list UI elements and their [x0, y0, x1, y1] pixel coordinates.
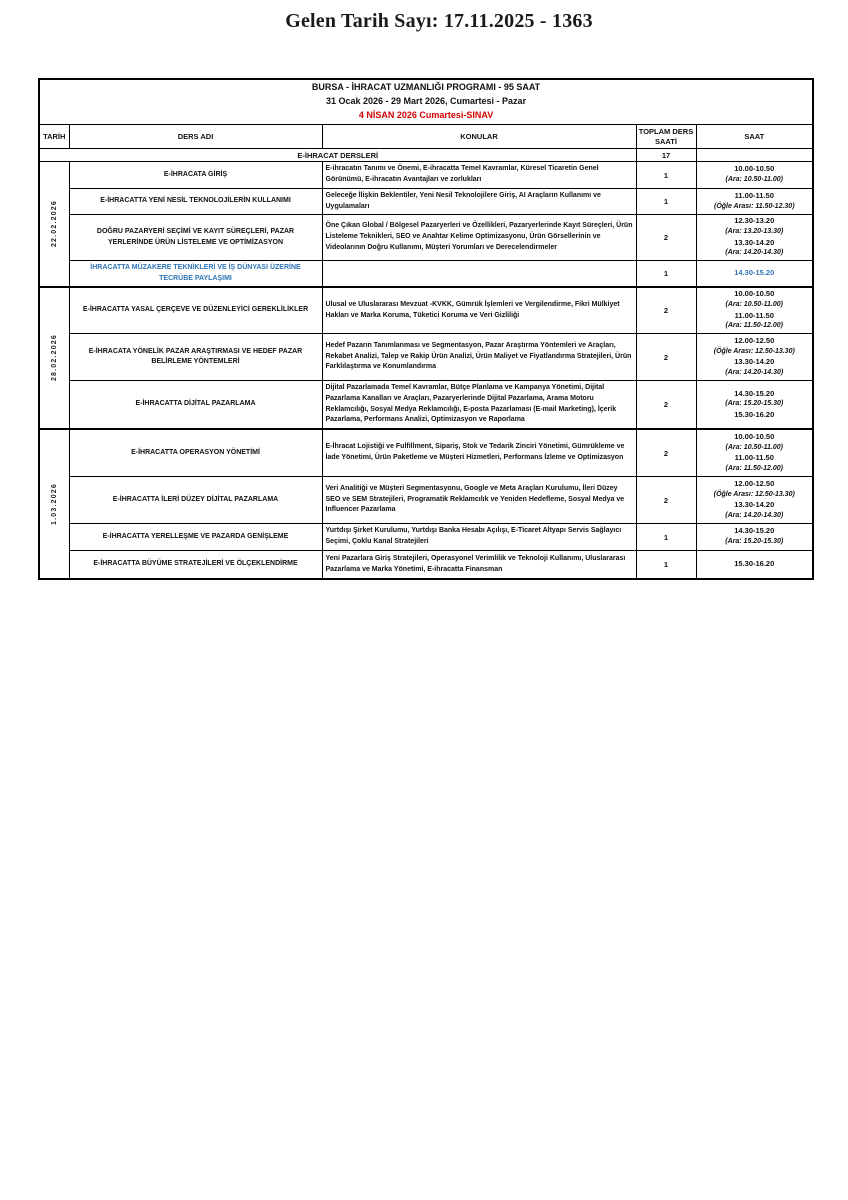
break-line: (Öğle Arası: 11.50-12.30) [713, 202, 795, 210]
course-name-cell: E-İHRACATTA YENİ NESİL TEKNOLOJİLERİN KULLANIMI [69, 189, 322, 215]
date-label: 1.03.2026 [50, 483, 58, 525]
program-dates: 31 Ocak 2026 - 29 Mart 2026, Cumartesi - Pazar [325, 96, 527, 107]
time-cell [696, 334, 813, 381]
topics-cell: Yeni Pazarlara Giriş Stratejileri, Operasyonel Verimlilik ve Teknoloji Kullanımı, Uluslararası Pazarlama ve Marka Yönetimi, E-ihracatta Finansman [322, 551, 636, 580]
hours-cell: 2 [636, 477, 696, 524]
hours-cell: 1 [636, 524, 696, 551]
break-line: (Öğle Arası: 12.50-13.30) [713, 490, 795, 498]
date-label: 28.02.2026 [50, 334, 58, 382]
topics-cell [322, 261, 636, 288]
time-line: 12.00-12.50 [734, 478, 775, 488]
course-row [39, 215, 813, 261]
time-line: 13.30-14.20 [734, 237, 775, 247]
time-cell [696, 381, 813, 430]
topics-cell: Yurtdışı Şirket Kurulumu, Yurtdışı Banka Hesabı Açılışı, E-Ticaret Altyapı Servis Sağlayıcı Seçimi, Çoklu Kanal Stratejileri [322, 524, 636, 551]
schedule-table [38, 78, 814, 580]
break-line: (Öğle Arası: 12.50-13.30) [713, 347, 795, 355]
hours-cell: 2 [636, 429, 696, 477]
topics-cell: Dijital Pazarlamada Temel Kavramlar, Bütçe Planlama ve Kampanya Yönetimi, Dijital Pazarlama Kanalları ve Araçları, Pazaryerlerinde Dijital Pazarlama, Arama Motoru Reklamcılığı, Sosyal Medya Reklamcılığı, E-posta Pazarlaması (E-mail Marketing), İçerik Pazarlama, Performans Analizi, Optimizasyon ve Raporlama [322, 381, 636, 430]
col-header-tarih: TARİH [39, 125, 69, 149]
break-line: (Ara: 11.50-12.00) [725, 464, 783, 472]
time-cell [696, 429, 813, 477]
course-name-cell: E-İHRACATTA DİJİTAL PAZARLAMA [69, 381, 322, 430]
course-row [39, 162, 813, 189]
time-cell [696, 189, 813, 215]
time-cell [696, 261, 813, 288]
table-header-row [39, 79, 813, 125]
time-line: 15.30-16.20 [734, 559, 775, 569]
topics-cell: Veri Analitiği ve Müşteri Segmentasyonu, Google ve Meta Araçları Kurulumu, İleri Düzey SEO ve SEM Stratejileri, Programatik Reklamcılık ve Yeniden Hedefleme, Sosyal Medya ve Influencer Pazarlama [322, 477, 636, 524]
course-name-cell: E-İHRACATTA İLERİ DÜZEY DİJİTAL PAZARLAMA [69, 477, 322, 524]
time-line: 15.30-16.20 [734, 409, 775, 419]
topics-cell: Ulusal ve Uluslararası Mevzuat -KVKK, Gümrük İşlemleri ve Vergilendirme, Fikri Mülkiyet Hakları ve Marka Koruma, Tüketici Koruma ve Veri Gizliliği [322, 287, 636, 334]
topics-cell: Geleceğe İlişkin Beklentiler, Yeni Nesil Teknolojilere Giriş, AI Araçların Kullanımı ve Uygulamaları [322, 189, 636, 215]
course-name-cell: İHRACATTA MÜZAKERE TEKNİKLERİ VE İŞ DÜNYASI ÜZERİNE TECRÜBE PAYLAŞIMI [69, 261, 322, 288]
course-name-cell: E-İHRACATTA OPERASYON YÖNETİMİ [69, 429, 322, 477]
time-line: 12.00-12.50 [734, 335, 775, 345]
course-name-cell: E-İHRACATTA YERELLEŞME VE PAZARDA GENİŞLEME [69, 524, 322, 551]
hours-cell: 2 [636, 215, 696, 261]
time-cell [696, 215, 813, 261]
column-header-row [39, 125, 813, 149]
time-line: 12.30-13.20 [734, 216, 775, 226]
topics-cell: E-İhracat Lojistiği ve Fulfillment, Sipariş, Stok ve Tedarik Zinciri Yönetimi, Gümrükleme ve İade Yönetimi, Ürün Paketleme ve Müşteri Hizmetleri, Performans İzleme ve Optimizasyon [322, 429, 636, 477]
date-cell [39, 429, 69, 579]
col-header-ders-adi: DERS ADI [69, 125, 322, 149]
time-line: 10.00-10.50 [734, 164, 775, 174]
break-line: (Ara: 14.20-14.30) [725, 249, 784, 257]
col-header-toplam-ders-saati: TOPLAM DERS SAATİ [636, 125, 696, 149]
exam-date-note: 4 NİSAN 2026 Cumartesi-SINAV [358, 109, 494, 120]
time-line: 13.30-14.20 [734, 357, 775, 366]
hours-cell: 1 [636, 162, 696, 189]
break-line: (Ara: 10.50-11.00) [725, 301, 783, 309]
course-name-cell: E-İHRACATA GİRİŞ [69, 162, 322, 189]
course-name-cell: E-İHRACATTA YASAL ÇERÇEVE VE DÜZENLEYİCİ GEREKLİLİKLER [69, 287, 322, 334]
section-title: E-İHRACAT DERSLERİ [39, 149, 636, 162]
course-name-cell: E-İHRACATTA BÜYÜME STRATEJİLERİ VE ÖLÇEKLENDİRME [69, 551, 322, 580]
hours-cell: 1 [636, 189, 696, 215]
col-header-konular: KONULAR [322, 125, 636, 149]
time-line: 13.30-14.20 [734, 500, 775, 509]
time-line: 10.00-10.50 [734, 289, 775, 299]
break-line: (Ara: 10.50-11.00) [725, 176, 783, 184]
course-name-cell: DOĞRU PAZARYERİ SEÇİMİ VE KAYIT SÜREÇLERİ, PAZAR YERLERİNDE ÜRÜN LİSTELEME VE OPTİMİZASYON [69, 215, 322, 261]
time-line: 11.00-11.50 [734, 190, 774, 200]
time-cell [696, 524, 813, 551]
time-line: 10.00-10.50 [734, 431, 775, 441]
break-line: (Ara: 14.20-14.30) [725, 368, 784, 376]
table-title-cell [39, 79, 813, 125]
break-line: (Ara: 14.20-14.30) [725, 511, 784, 519]
col-header-saat: SAAT [696, 125, 813, 149]
break-line: (Ara: 11.50-12.00) [725, 322, 783, 330]
course-row [39, 287, 813, 334]
break-line: (Ara: 15.20-15.30) [725, 538, 784, 546]
course-row [39, 381, 813, 430]
course-row [39, 551, 813, 580]
time-line: 14.30-15.20 [734, 388, 775, 398]
time-line: 14.30-15.20 [734, 268, 775, 278]
topics-cell: Öne Çıkan Global / Bölgesel Pazaryerleri ve Özellikleri, Pazaryerlerinde Kayıt Süreçleri, Ürün Listeleme Teknikleri, SEO ve Anahtar Kelime Optimizasyonu, Ürün Görsellerinin ve Videolarının Doğru Kullanımı, Müşteri Yorumları ve Derecelendirmeler [322, 215, 636, 261]
hours-cell: 2 [636, 381, 696, 430]
section-total-hours: 17 [636, 149, 696, 162]
course-row [39, 334, 813, 381]
time-cell [696, 477, 813, 524]
hours-cell: 2 [636, 334, 696, 381]
course-row [39, 477, 813, 524]
page-title: Gelen Tarih Sayı: 17.11.2025 - 1363 [285, 10, 593, 32]
hours-cell: 1 [636, 551, 696, 580]
topics-cell: Hedef Pazarın Tanımlanması ve Segmentasyon, Pazar Araştırma Yöntemleri ve Araçları, Rekabet Analizi, Talep ve Rakip Ürün Analizi, Ürün Maliyet ve Fiyatlandırma Stratejileri, Ürün Farklılaştırma ve Konumlandırma [322, 334, 636, 381]
break-line: (Ara: 10.50-11.00) [725, 443, 783, 451]
time-cell [696, 551, 813, 580]
course-row [39, 261, 813, 288]
date-cell [39, 162, 69, 288]
time-line: 14.30-15.20 [734, 526, 775, 536]
time-line: 11.00-11.50 [734, 310, 774, 320]
break-line: (Ara: 15.20-15.30) [725, 400, 784, 408]
date-cell [39, 287, 69, 429]
section-row [39, 149, 813, 162]
hours-cell: 1 [636, 261, 696, 288]
course-row [39, 189, 813, 215]
program-title: BURSA - İHRACAT UZMANLIĞI PROGRAMI - 95 SAAT [311, 82, 541, 93]
course-row [39, 524, 813, 551]
time-cell [696, 162, 813, 189]
section-empty-cell [696, 149, 813, 162]
course-row [39, 429, 813, 477]
course-name-cell: E-İHRACATA YÖNELİK PAZAR ARAŞTIRMASI VE HEDEF PAZAR BELİRLEME YÖNTEMLERİ [69, 334, 322, 381]
date-label: 22.02.2026 [50, 200, 58, 248]
time-line: 11.00-11.50 [734, 453, 774, 462]
topics-cell: E-ihracatın Tanımı ve Önemi, E-ihracatta Temel Kavramlar, Küresel Ticaretin Genel Görünümü, E-ihracatın Avantajları ve zorlukları [322, 162, 636, 189]
break-line: (Ara: 13.20-13.30) [725, 228, 784, 236]
time-cell [696, 287, 813, 334]
hours-cell: 2 [636, 287, 696, 334]
